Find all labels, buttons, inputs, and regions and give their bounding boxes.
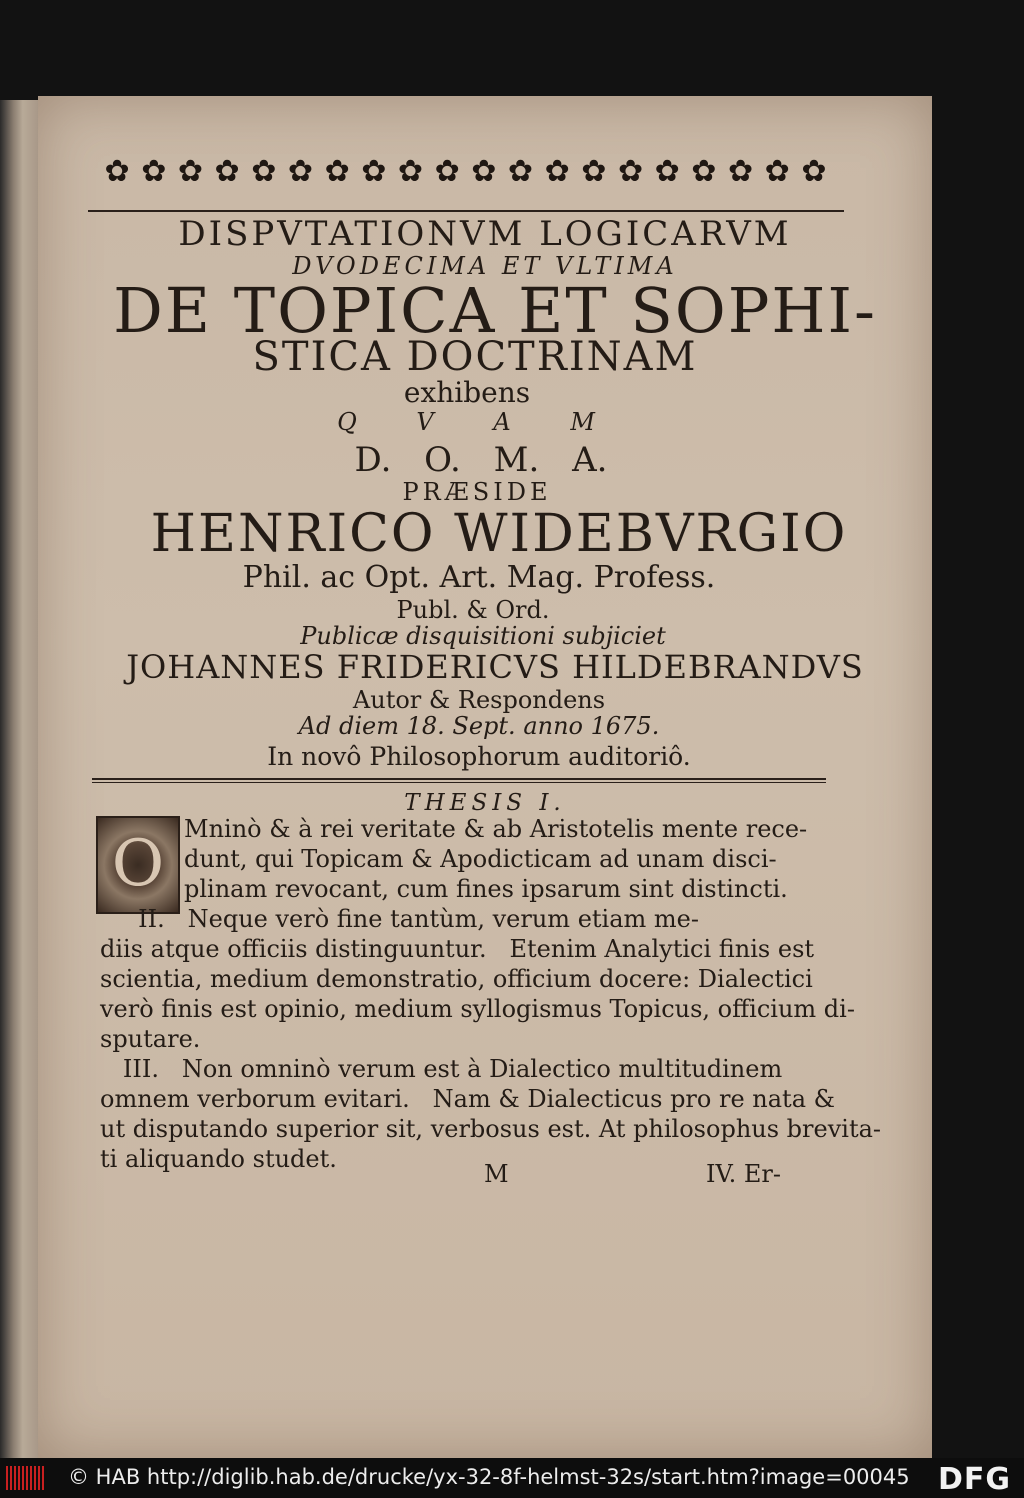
- text-line: diis atque officiis distinguuntur. Etenim Analytici finis est: [100, 935, 815, 963]
- title-line: Publicæ disquisitioni subjiciet: [300, 622, 666, 650]
- page-content: [38, 96, 932, 1458]
- text-line: dunt, qui Topicam & Apodicticam ad unam disci-: [184, 845, 777, 873]
- divider-rule: [92, 778, 826, 780]
- text-line: ti aliquando studet.: [100, 1145, 337, 1173]
- text-line: Mninò & à rei veritate & ab Aristotelis mente rece-: [184, 815, 808, 843]
- thesis-ii-paragraph: [100, 904, 855, 1054]
- title-line: D. O. M. A.: [354, 440, 608, 480]
- decorated-initial: [96, 816, 180, 914]
- title-line: Publ. & Ord.: [396, 596, 550, 624]
- praeses-name: HENRICO WIDEBVRGIO: [150, 504, 848, 564]
- title-line: PRÆSIDE: [402, 478, 552, 506]
- text-line: verò finis est opinio, medium syllogismus Topicus, officium di-: [100, 995, 855, 1023]
- footer-bar: [0, 1458, 1024, 1498]
- signature-mark: M: [484, 1160, 509, 1188]
- text-line: scientia, medium demonstratio, officium docere: Dialectici: [100, 965, 813, 993]
- initial-letter: O: [111, 827, 165, 901]
- dfg-logo: DFG: [938, 1462, 1012, 1497]
- copyright-link[interactable]: © HAB http://diglib.hab.de/drucke/yx-32-8f-helmst-32s/start.htm?image=00045: [68, 1465, 910, 1489]
- respondent-name: JOHANNES FRIDERICVS HILDEBRANDVS: [126, 648, 864, 686]
- title-line: DVODECIMA ET VLTIMA: [292, 252, 678, 280]
- thesis-iii-paragraph: [100, 1054, 881, 1174]
- previous-page-edge: [0, 100, 38, 1460]
- divider-rule-thin: [92, 782, 826, 783]
- text-line: omnem verborum evitari. Nam & Dialecticus pro re nata &: [100, 1085, 835, 1113]
- text-line: sputare.: [100, 1025, 201, 1053]
- ornament-band: ✿ ✿ ✿ ✿ ✿ ✿ ✿ ✿ ✿ ✿ ✿ ✿ ✿ ✿ ✿ ✿ ✿ ✿ ✿ ✿: [104, 154, 828, 189]
- location-line: In novô Philosophorum auditoriô.: [267, 742, 691, 771]
- text-line: plinam revocant, cum fines ipsarum sint distincti.: [184, 875, 788, 903]
- scanned-page: [38, 96, 932, 1458]
- title-line: DISPVTATIONVM LOGICARVM: [178, 214, 792, 254]
- text-line: ut disputando superior sit, verbosus est. At philosophus brevita-: [100, 1115, 882, 1143]
- title-line: exhibens: [403, 376, 531, 409]
- main-title-continued: STICA DOCTRINAM: [252, 334, 698, 380]
- barcode-icon: [6, 1466, 46, 1490]
- title-line: Phil. ac Opt. Art. Mag. Profess.: [242, 560, 716, 595]
- main-title: DE TOPICA ET SOPHI-: [113, 274, 877, 347]
- text-line: II. Neque verò fine tantùm, verum etiam me-: [100, 905, 699, 933]
- top-rule: [88, 210, 844, 212]
- title-line: Q V A M: [337, 408, 621, 436]
- date-line: Ad diem 18. Sept. anno 1675.: [298, 712, 660, 740]
- text-line: III. Non omninò verum est à Dialectico multitudinem: [100, 1055, 783, 1083]
- thesis-heading: THESIS I.: [404, 790, 566, 816]
- catchword: IV. Er-: [706, 1160, 781, 1188]
- title-line: Autor & Respondens: [352, 686, 606, 714]
- thesis-i-paragraph: [184, 814, 807, 904]
